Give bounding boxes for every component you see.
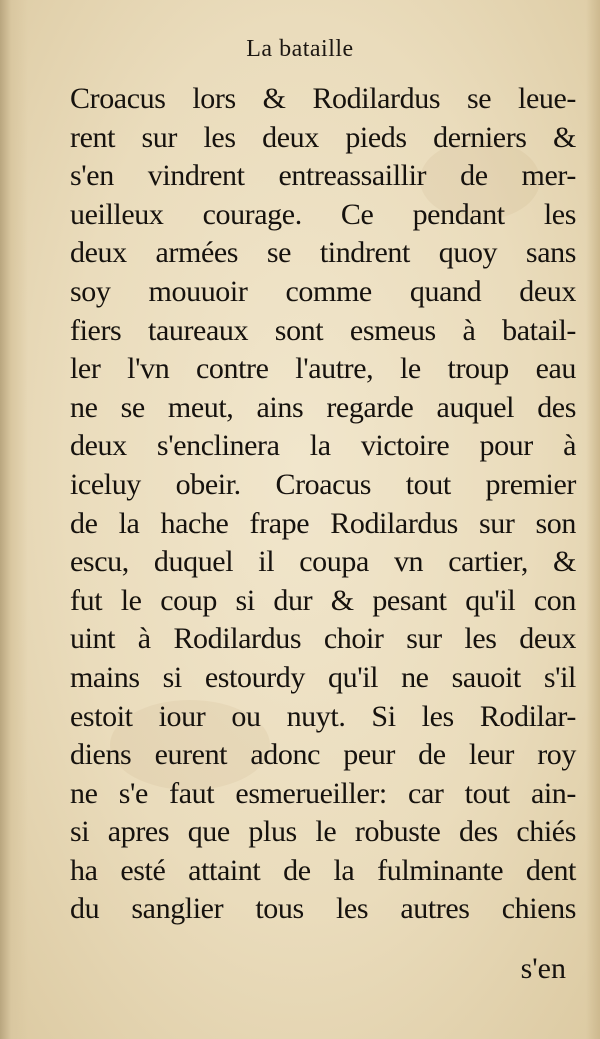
text-line: de la hache frape Rodilardus sur son: [70, 506, 576, 540]
text-line: s'en vindrent entreassaillir de mer-: [70, 159, 576, 193]
text-line: uint à Rodilardus choir sur les deux: [70, 622, 576, 656]
text-line: soy mouuoir comme quand deux: [70, 274, 576, 308]
text-line: ueilleux courage. Ce pendant les: [70, 197, 576, 231]
text-line: deux armées se tindrent quoy sans: [70, 236, 576, 270]
text-line: ha esté attaint de la fulminante dent: [70, 853, 576, 887]
text-line: ne se meut, ains regarde auquel des: [70, 390, 576, 424]
text-line: fut le coup si dur & pesant qu'il con: [70, 583, 576, 617]
running-head: La bataille: [246, 36, 354, 62]
catchword: s'en: [520, 952, 566, 985]
text-line: si apres que plus le robuste des chiés: [70, 815, 576, 849]
text-line: escu, duquel il coupa vn cartier, &: [70, 545, 576, 579]
text-line: estoit iour ou nuyt. Si les Rodilar-: [70, 699, 576, 733]
body-text: [70, 80, 576, 929]
text-line: diens eurent adonc peur de leur roy: [70, 738, 576, 772]
page-edge: [586, 0, 600, 1039]
text-line: du sanglier tous les autres chiens: [70, 892, 576, 926]
text-line: fiers taureaux sont esmeus à batail-: [70, 313, 576, 347]
text-line: ne s'e faut esmerueiller: car tout ain-: [70, 776, 576, 810]
text-line: mains si estourdy qu'il ne sauoit s'il: [70, 660, 576, 694]
text-line: deux s'enclinera la victoire pour à: [70, 429, 576, 463]
text-line: ler l'vn contre l'autre, le troup eau: [70, 352, 576, 386]
binding-gutter: [0, 0, 28, 1039]
text-line: rent sur les deux pieds derniers &: [70, 120, 576, 154]
text-line: iceluy obeir. Croacus tout premier: [70, 467, 576, 501]
text-line: Croacus lors & Rodilardus se leue-: [70, 82, 576, 115]
